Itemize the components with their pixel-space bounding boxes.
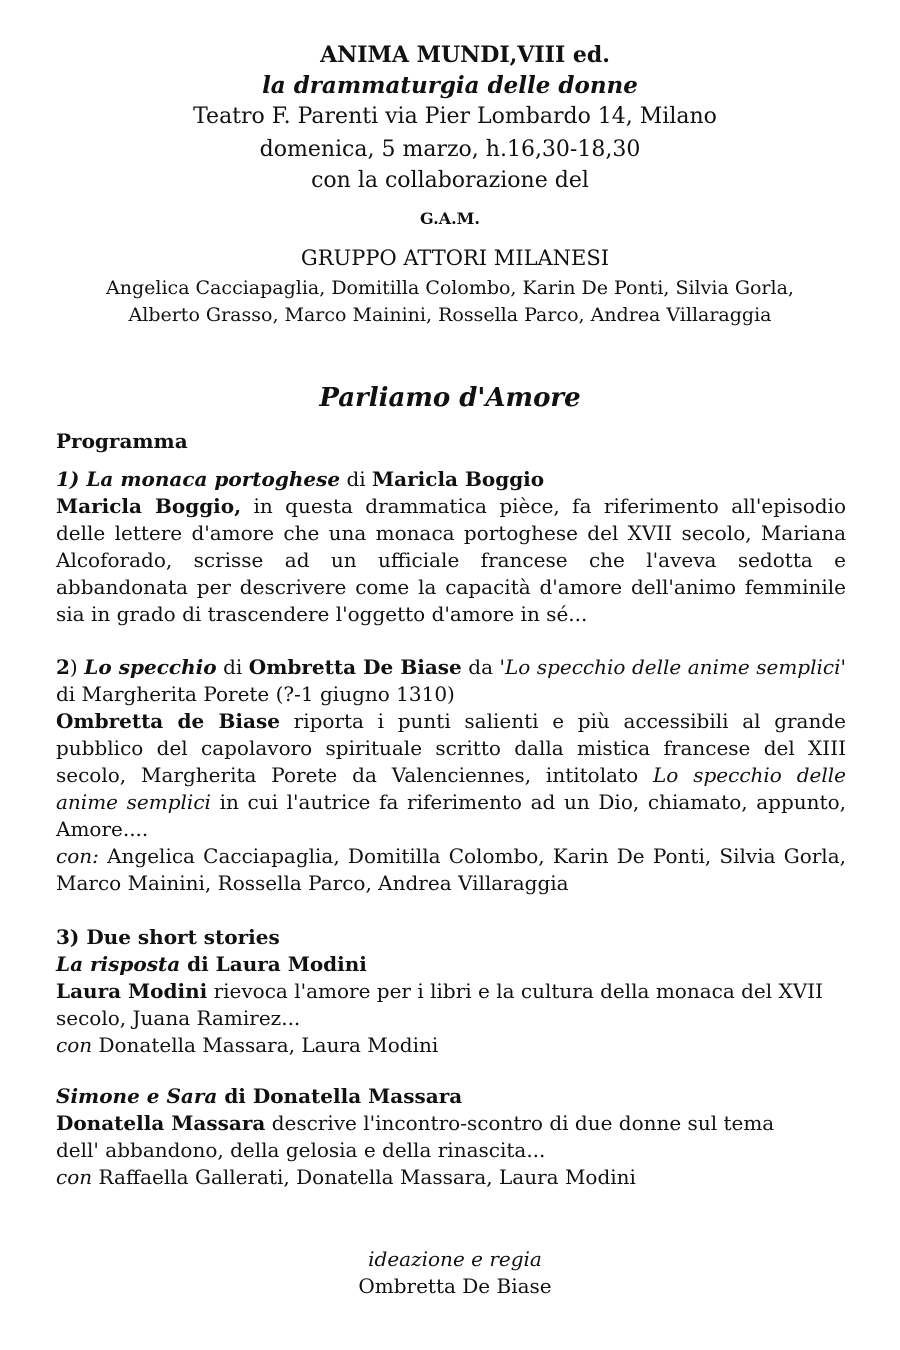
story2-title: Simone e Sara bbox=[56, 1084, 218, 1108]
item3-heading: 3) Due short stories bbox=[56, 925, 280, 949]
story1-title: La risposta bbox=[56, 952, 181, 976]
event-title: ANIMA MUNDI,VIII ed. bbox=[320, 42, 610, 68]
item1-heading: 1) La monaca portoghese di Maricla Boggio bbox=[56, 467, 545, 491]
story2-heading: Simone e Sara di Donatella Massara bbox=[56, 1084, 463, 1108]
group-members: Angelica Cacciapaglia, Domitilla Colombo, Karin De Ponti, Silvia Gorla, Alberto Grasso, Marco Mainini, Rossella Parco, Andrea Villaraggia bbox=[106, 277, 794, 326]
credit-label: ideazione e regia bbox=[368, 1247, 542, 1271]
story1-heading: La risposta di Laura Modini bbox=[56, 952, 367, 976]
item2-cast: con: Angelica Cacciapaglia, Domitilla Colombo, Karin De Ponti, Silvia Gorla, Marco Mainini, Rossella Parco, Andrea Villaraggia bbox=[56, 844, 846, 895]
item1-description: Maricla Boggio, in questa drammatica pièce, fa riferimento all'episodio delle lettere d'amore che una monaca portoghese del XVII secolo, Mariana Alcoforado, scrisse ad un ufficiale francese che l'aveva sedotta e abbandonata per descrivere come la capacità d'amore dell'animo femminile sia in grado di trascendere l'oggetto d'amore in sé... bbox=[56, 494, 846, 626]
program-label: Programma bbox=[56, 429, 188, 453]
item2-source: 'Lo specchio delle anime semplici' bbox=[499, 655, 846, 679]
venue-line: Teatro F. Parenti via Pier Lombardo 14, Milano bbox=[193, 104, 717, 129]
story2-cast: con Raffaella Gallerati, Donatella Massara, Laura Modini bbox=[56, 1165, 636, 1189]
date-line: domenica, 5 marzo, h.16,30-18,30 bbox=[259, 137, 641, 162]
story2-description: Donatella Massara descrive l'incontro-scontro di due donne sul tema dell' abbandono, della gelosia e della rinascita... bbox=[56, 1111, 775, 1162]
group-abbreviation: G.A.M. bbox=[420, 209, 480, 228]
item2-author: Ombretta De Biase bbox=[248, 655, 462, 679]
story1-cast: con Donatella Massara, Laura Modini bbox=[56, 1033, 439, 1057]
show-title: Parliamo d'Amore bbox=[319, 383, 581, 413]
group-name: GRUPPO ATTORI MILANESI bbox=[300, 246, 610, 270]
item1-title: 1) La monaca portoghese bbox=[56, 467, 341, 491]
event-subtitle: la drammaturgia delle donne bbox=[262, 72, 638, 99]
credit-name: Ombretta De Biase bbox=[358, 1274, 552, 1298]
item1-author: Maricla Boggio bbox=[372, 467, 545, 491]
item2-description: Ombretta de Biase riporta i punti salienti e più accessibili al grande pubblico del capolavoro spirituale scritto dalla mistica francese del XIII secolo, Margherita Porete da Valenciennes, intitolato Lo specchio delle anime semplici in cui l'autrice fa riferimento ad un Dio, chiamato, appunto, Amore.... bbox=[56, 709, 846, 841]
item2-heading: 2) Lo specchio di Ombretta De Biase da 'Lo specchio delle anime semplici' di Margherita Porete (?-1 giugno 1310) bbox=[56, 655, 846, 706]
collaboration-line: con la collaborazione del bbox=[311, 168, 589, 193]
story1-description: Laura Modini rievoca l'amore per i libri e la cultura della monaca del XVII secolo, Juana Ramirez... bbox=[56, 979, 823, 1030]
item2-title: Lo specchio bbox=[84, 655, 217, 679]
